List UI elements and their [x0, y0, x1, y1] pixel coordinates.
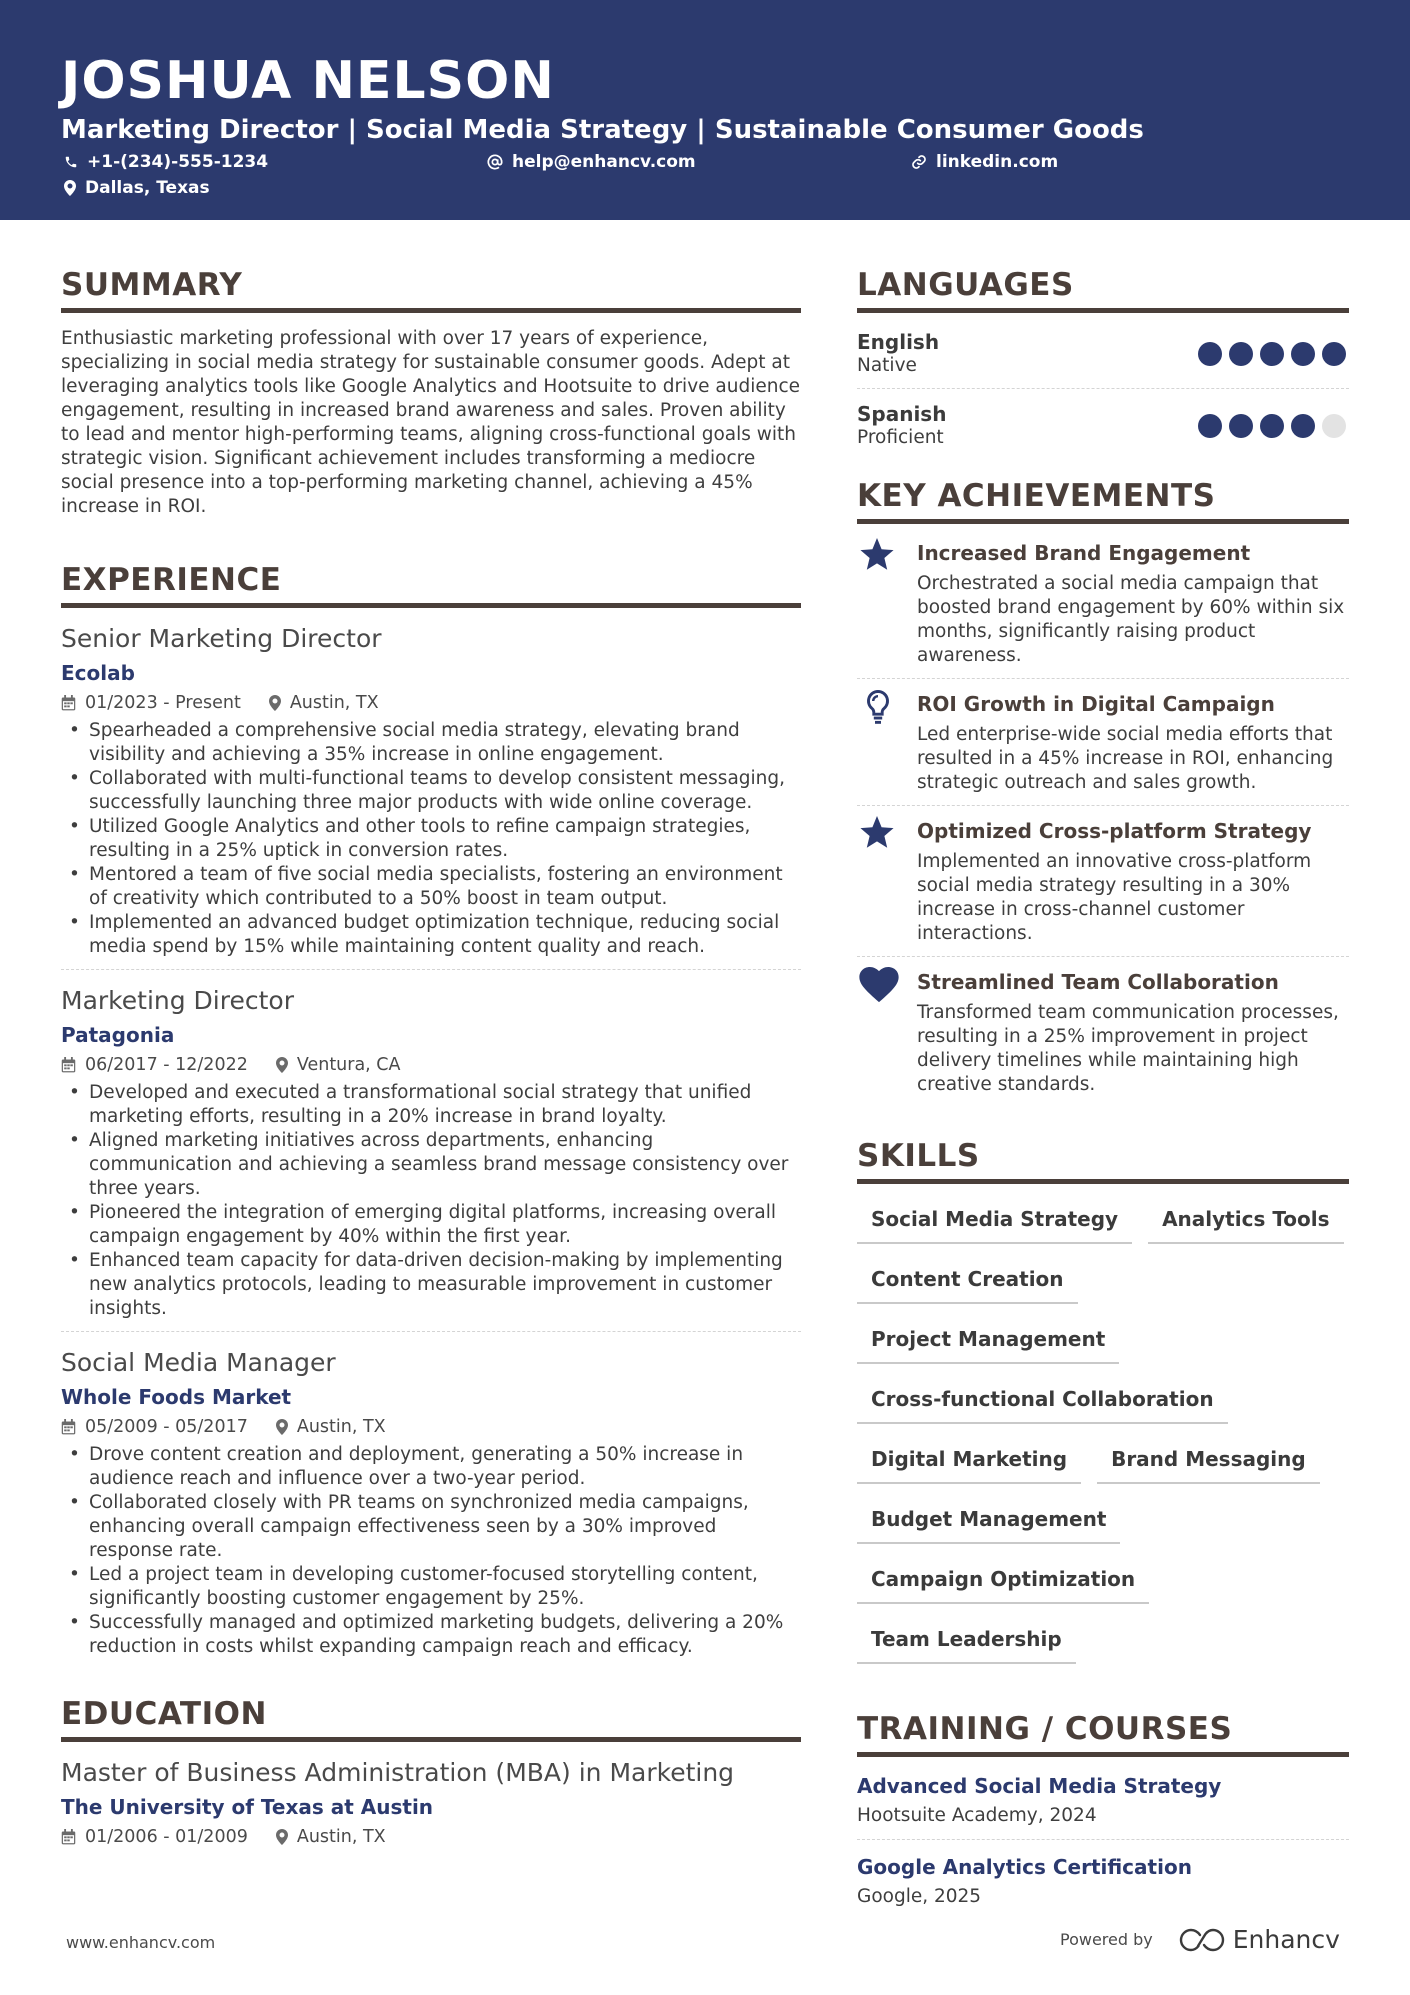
education-section: [61, 1691, 801, 1860]
job-entry: [61, 1346, 801, 1669]
achievement-item: [857, 967, 1349, 1107]
training-section: [857, 1706, 1349, 1920]
achievement-desc: Implemented an innovative cross-platform social media strategy resulting in a 30% increase in cross-channel customer interactions.: [917, 851, 1312, 944]
achievements-section: [857, 473, 1349, 1107]
email-contact[interactable]: [487, 151, 696, 173]
bullet-item: • Drove content creation and deployment, generating a 50% increase in audience reach and influence over a two-year period.: [61, 1443, 801, 1491]
skills-heading: SKILLS: [857, 1133, 1349, 1184]
course-name: Google Analytics Certification: [857, 1855, 1192, 1879]
language-rating: [1198, 342, 1346, 366]
language-item: [857, 399, 1349, 461]
bullet-item: • Aligned marketing initiatives across departments, enhancing communication and achieving a seamless brand message consistency over three years.: [61, 1129, 801, 1201]
linkedin-text: linkedin.com: [936, 152, 1059, 172]
skill-tag: Analytics Tools: [1148, 1198, 1343, 1244]
skill-tag: Campaign Optimization: [857, 1558, 1149, 1604]
education-heading: EDUCATION: [61, 1691, 801, 1742]
footer-branding: [1060, 1925, 1340, 1954]
rating-dot-filled: [1229, 414, 1253, 438]
course-item: [857, 1771, 1349, 1840]
experience-heading: EXPERIENCE: [61, 557, 801, 608]
education-location: Austin, TX: [296, 1827, 386, 1847]
phone-icon: [64, 155, 78, 169]
language-level: Native: [857, 354, 917, 376]
achievement-item: [857, 689, 1349, 806]
left-column: [61, 262, 801, 1874]
bullet-item: • Collaborated closely with PR teams on synchronized media campaigns, enhancing overall campaign effectiveness seen by a 30% improved response rate.: [61, 1491, 801, 1563]
job-role: Marketing Director: [61, 986, 294, 1015]
lightbulb-icon: [863, 689, 893, 725]
rating-dot-filled: [1260, 342, 1284, 366]
location-pin-icon: [64, 180, 76, 196]
location-pin-icon: [276, 1419, 288, 1435]
calendar-icon: [61, 1419, 76, 1435]
phone-text: +1-(234)-555-1234: [87, 152, 269, 172]
languages-section: [857, 262, 1349, 461]
course-institution: Hootsuite Academy, 2024: [857, 1805, 1097, 1826]
candidate-name: JOSHUA NELSON: [61, 51, 555, 111]
candidate-title: Marketing Director | Social Media Strategy | Sustainable Consumer Goods: [61, 115, 1144, 145]
enhancv-logo-icon: [1179, 1928, 1225, 1952]
star-icon: [859, 816, 895, 850]
rating-dot-filled: [1198, 342, 1222, 366]
job-company: Patagonia: [61, 1023, 175, 1047]
summary-heading: SUMMARY: [61, 262, 801, 313]
bullet-item: • Led a project team in developing customer-focused storytelling content, significantly boosting customer engagement by 25%.: [61, 1563, 801, 1611]
job-entry: [61, 622, 801, 970]
achievement-title: Streamlined Team Collaboration: [917, 970, 1279, 994]
rating-dot-filled: [1260, 414, 1284, 438]
star-icon: [859, 538, 895, 572]
bullet-item: • Utilized Google Analytics and other tools to refine campaign strategies, resulting in a 25% uptick in conversion rates.: [61, 815, 801, 863]
job-dates: 01/2023 - Present: [85, 693, 241, 713]
bullet-item: • Mentored a team of five social media specialists, fostering an environment of creativity which contributed to a 50% boost in team output.: [61, 863, 801, 911]
skills-list: [857, 1198, 1349, 1664]
location-pin-icon: [269, 695, 281, 711]
skill-tag: Team Leadership: [857, 1618, 1076, 1664]
location-pin-icon: [276, 1829, 288, 1845]
email-text: help@enhancv.com: [512, 152, 696, 172]
location-pin-icon: [276, 1057, 288, 1073]
education-dates: 01/2006 - 01/2009: [85, 1827, 248, 1847]
header: [0, 0, 1410, 220]
language-name: Spanish: [857, 402, 947, 426]
rating-dot-filled: [1291, 414, 1315, 438]
brand-name: Enhancv: [1232, 1925, 1340, 1954]
course-name: Advanced Social Media Strategy: [857, 1774, 1222, 1798]
achievement-title: Increased Brand Engagement: [917, 541, 1251, 565]
language-level: Proficient: [857, 427, 944, 448]
brand-logo[interactable]: [1179, 1925, 1340, 1954]
languages-heading: LANGUAGES: [857, 262, 1349, 313]
skill-tag: Project Management: [857, 1318, 1119, 1364]
link-icon: [911, 154, 927, 170]
location-text: Dallas, Texas: [85, 178, 210, 198]
degree: Master of Business Administration (MBA) in Marketing: [61, 1758, 735, 1787]
course-institution: Google, 2025: [857, 1886, 982, 1907]
bullet-item: • Successfully managed and optimized marketing budgets, delivering a 20% reduction in costs whilst expanding campaign reach and efficacy.: [61, 1611, 801, 1659]
bullet-item: • Spearheaded a comprehensive social media strategy, elevating brand visibility and achieving a 35% increase in online engagement.: [61, 719, 801, 767]
job-meta: [61, 1414, 801, 1440]
heart-icon: [859, 967, 899, 1003]
course-item: [857, 1852, 1349, 1920]
calendar-icon: [61, 1057, 76, 1073]
footer-website[interactable]: www.enhancv.com: [66, 1933, 216, 1952]
rating-dot-filled: [1229, 342, 1253, 366]
location-contact: [64, 177, 210, 199]
summary-section: [61, 262, 801, 519]
rating-dot-empty: [1322, 414, 1346, 438]
job-role: Senior Marketing Director: [61, 624, 382, 653]
achievement-desc: Orchestrated a social media campaign that boosted brand engagement by 60% within six months, significantly raising product awareness.: [917, 573, 1345, 666]
skills-section: [857, 1133, 1349, 1664]
bullet-item: • Enhanced team capacity for data-driven decision-making by implementing new analytics protocols, leading to measurable improvement in customer insights.: [61, 1249, 801, 1321]
right-column: [857, 262, 1349, 1932]
summary-text: Enthusiastic marketing professional with over 17 years of experience, specializing in social media strategy for sustainable consumer goods. Adept at leveraging analytics tools like Google Analytics and Hootsuite to drive audience engagement, resulting in increased brand awareness and sales. Proven ability to lead and mentor high-performing teams, aligning cross-functional goals with strategic vision. Significant achievement includes transforming a mediocre social presence into a top-performing marketing channel, achieving a 45% increase in ROI.: [61, 328, 801, 517]
job-dates: 05/2009 - 05/2017: [85, 1417, 248, 1437]
job-location: Ventura, CA: [296, 1055, 401, 1075]
language-name: English: [857, 329, 940, 354]
bullet-item: • Collaborated with multi-functional teams to develop consistent messaging, successfully launching three major products with wide online coverage.: [61, 767, 801, 815]
training-heading: TRAINING / COURSES: [857, 1706, 1349, 1757]
language-rating: [1198, 414, 1346, 438]
skill-tag: Social Media Strategy: [857, 1198, 1132, 1244]
achievement-title: Optimized Cross-platform Strategy: [917, 819, 1312, 843]
achievement-item: [857, 816, 1349, 957]
bullet-item: • Implemented an advanced budget optimization technique, reducing social media spend by 15% while maintaining content quality and reach.: [61, 911, 801, 959]
achievement-desc: Transformed team communication processes, resulting in a 25% improvement in project delivery timelines while maintaining high creative standards.: [917, 1002, 1339, 1095]
skill-tag: Cross-functional Collaboration: [857, 1378, 1228, 1424]
experience-section: [61, 557, 801, 1669]
job-dates: 06/2017 - 12/2022: [85, 1055, 248, 1075]
school: The University of Texas at Austin: [61, 1795, 434, 1819]
skill-tag: Digital Marketing: [857, 1438, 1081, 1484]
job-bullets: [61, 1081, 801, 1321]
at-icon: [487, 154, 503, 170]
phone-contact[interactable]: [64, 151, 268, 173]
job-bullets: [61, 719, 801, 959]
job-company: Ecolab: [61, 661, 135, 685]
bullet-item: • Developed and executed a transformational social strategy that unified marketing efforts, resulting in a 20% increase in brand loyalty.: [61, 1081, 801, 1129]
skill-tag: Budget Management: [857, 1498, 1120, 1544]
education-entry: [61, 1756, 801, 1860]
job-location: Austin, TX: [289, 693, 379, 713]
job-role: Social Media Manager: [61, 1348, 336, 1377]
achievement-item: [857, 538, 1349, 679]
skill-tag: Content Creation: [857, 1258, 1078, 1304]
bullet-item: • Pioneered the integration of emerging digital platforms, increasing overall campaign engagement by 40% within the first year.: [61, 1201, 801, 1249]
achievement-desc: Led enterprise-wide social media efforts that resulted in a 45% increase in ROI, enhancing strategic outreach and sales growth.: [917, 724, 1334, 793]
education-meta: [61, 1824, 801, 1850]
job-company: Whole Foods Market: [61, 1385, 292, 1409]
achievements-heading: KEY ACHIEVEMENTS: [857, 473, 1349, 524]
job-bullets: [61, 1443, 801, 1659]
calendar-icon: [61, 695, 76, 711]
skill-tag: Brand Messaging: [1097, 1438, 1320, 1484]
powered-by-label: Powered by: [1060, 1930, 1153, 1949]
rating-dot-filled: [1291, 342, 1315, 366]
job-meta: [61, 690, 801, 716]
job-location: Austin, TX: [296, 1417, 386, 1437]
job-entry: [61, 984, 801, 1332]
rating-dot-filled: [1198, 414, 1222, 438]
language-item: [857, 327, 1349, 389]
job-meta: [61, 1052, 801, 1078]
rating-dot-filled: [1322, 342, 1346, 366]
calendar-icon: [61, 1829, 76, 1845]
linkedin-contact[interactable]: [911, 151, 1058, 173]
achievement-title: ROI Growth in Digital Campaign: [917, 692, 1275, 716]
